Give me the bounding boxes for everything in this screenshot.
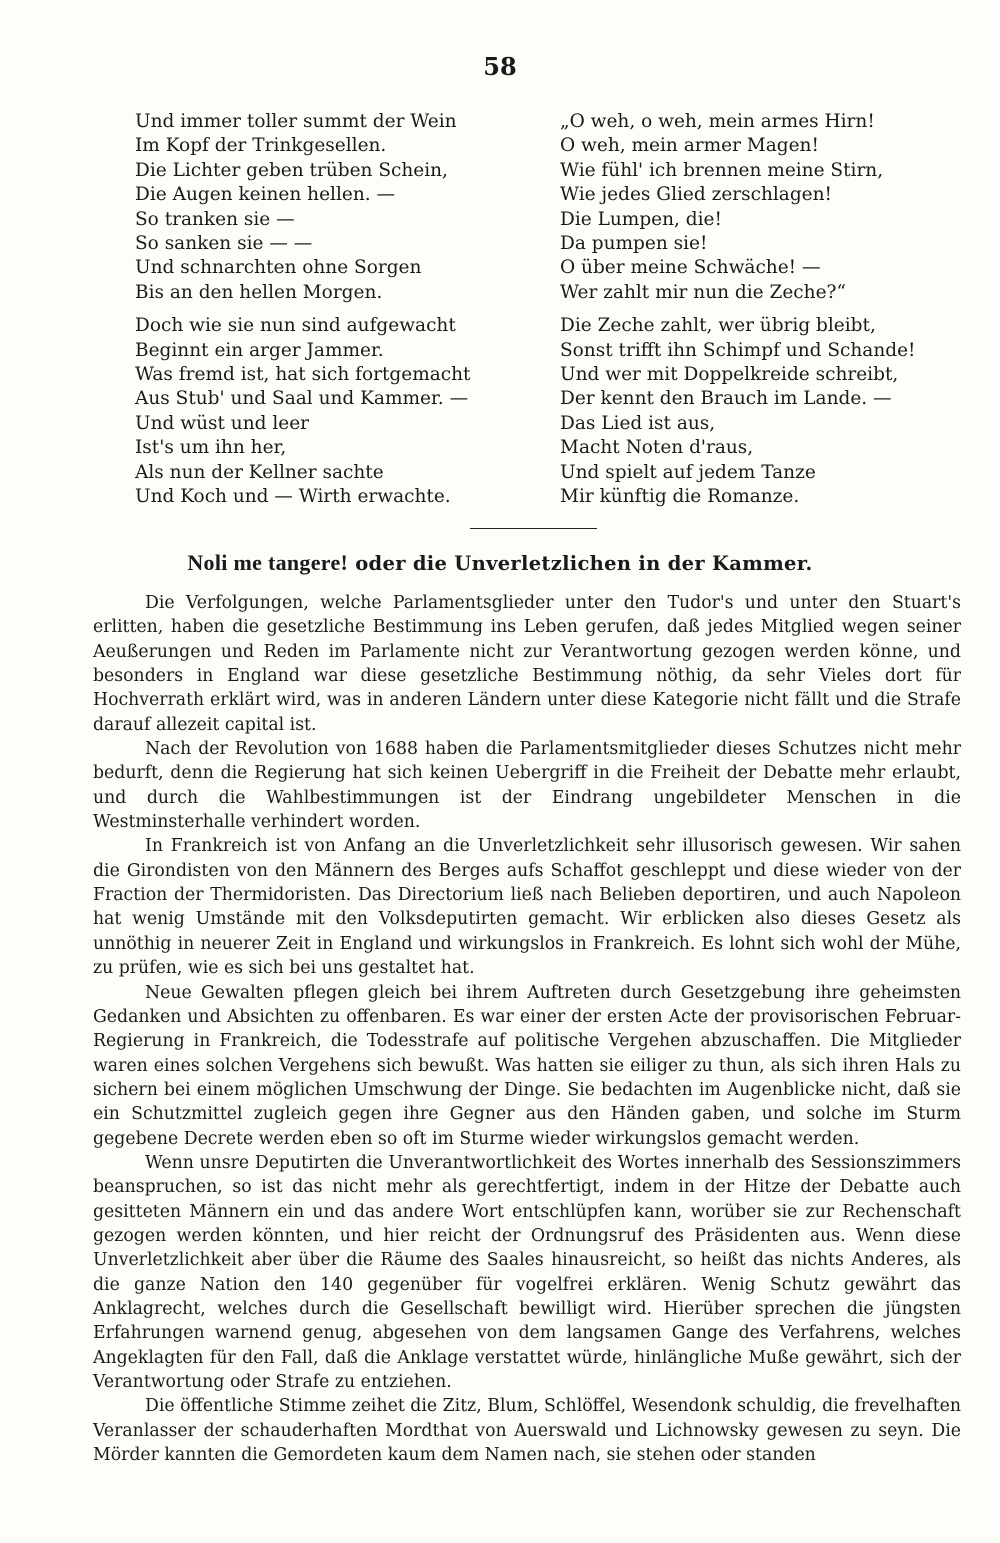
poem-line: Der kennt den Brauch im Lande. —: [560, 388, 892, 410]
poem-stanza: [560, 110, 970, 305]
article-paragraph: Nach der Revolution von 1688 haben die Parlamentsmitglieder dieses Schutzes nicht mehr bedurft, denn die Regierung hat sich keinen Uebergriff in die Freiheit der Debatte mehr erlaubt, und durch die Wahlbestimmungen ist der Eindrang ungebildeter Menschen in die Westminsterhalle verhindert worden.: [93, 739, 961, 833]
poem-line: Und wer mit Doppelkreide schreibt,: [560, 364, 899, 386]
poem-line: Sonst trifft ihn Schimpf und Schande!: [560, 339, 916, 361]
poem-stanza: [135, 110, 535, 305]
poem-line: Die Augen keinen hellen. —: [135, 184, 395, 206]
poem-line: Die Lichter geben trüben Schein,: [135, 159, 448, 181]
poem-stanza: [135, 314, 535, 509]
poem-line: Wer zahlt mir nun die Zeche?“: [560, 281, 846, 303]
poem-right-column: [560, 110, 970, 510]
poem-line: O über meine Schwäche! —: [560, 257, 821, 279]
poem-line: Ist's um ihn her,: [135, 437, 287, 459]
page-number: 58: [483, 52, 517, 81]
article-body: [93, 591, 961, 1467]
poem-left-column: [135, 110, 535, 510]
poem-line: Doch wie sie nun sind aufgewacht: [135, 315, 456, 337]
poem-line: Die Zeche zahlt, wer übrig bleibt,: [560, 315, 876, 337]
poem-line: Wie jedes Glied zerschlagen!: [560, 184, 832, 206]
poem-line: Wie fühl' ich brennen meine Stirn,: [560, 159, 884, 181]
poem-line: So tranken sie —: [135, 208, 295, 230]
poem-stanza: [560, 314, 970, 509]
article-paragraph: In Frankreich ist von Anfang an die Unverletzlichkeit sehr illusorisch gewesen. Wir sahen die Girondisten von den Männern des Berges aufs Schaffot geschleppt und diese wieder von der Fraction der Thermidoristen. Das Directorium ließ nach Belieben deportiren, und auch Napoleon hat wenig Umstände mit den Volksdeputirten gemacht. Wir erblicken also dieses Gesetz als unnöthig in neuerer Zeit in England und wirkungslos in Frankreich. Es lohnt sich wohl der Mühe, zu prüfen, wie es sich bei uns gestaltet hat.: [93, 836, 961, 979]
poem-line: Mir künftig die Romanze.: [560, 486, 800, 508]
poem-line: „O weh, o weh, mein armes Hirn!: [560, 111, 875, 132]
article-title: [0, 550, 1000, 576]
article-paragraph: Die öffentliche Stimme zeihet die Zitz, Blum, Schlöffel, Wesendonk schuldig, die frevelhaften Veranlasser der schauderhaften Mordthat von Auerswald und Lichnowsky gewesen zu seyn. Die Mörder kannten die Gemordeten kaum dem Namen nach, sie stehen oder standen: [93, 1396, 961, 1466]
section-divider: [470, 528, 597, 529]
poem-line: O weh, mein armer Magen!: [560, 135, 819, 157]
article-paragraph: Wenn unsre Deputirten die Unverantwortlichkeit des Wortes innerhalb des Sessionszimmers beanspruchen, so ist das nicht mehr als gerechtfertigt, indem in der Hitze der Debatte auch gesitteten Männern ein und das andere Wort entschlüpfen kann, worüber sie zur Rechenschaft gezogen werden könnten, und hier reicht der Ordnungsruf des Präsidenten aus. Wenn diese Unverletzlichkeit aber über die Räume des Saales hinausreicht, so heißt das nichts Anderes, als die ganze Nation den 140 gegenüber für vogelfrei erklären. Wenig Schutz gewährt das Anklagrecht, welches durch die Gesellschaft bewilligt wird. Hierüber sprechen die jüngsten Erfahrungen warnend genug, abgesehen von dem langsamen Gange des Verfahrens, welches Angeklagten für den Fall, daß die Anklage verstattet würde, hinlängliche Muße gewährt, sich der Verantwortung oder Strafe zu entziehen.: [93, 1152, 961, 1392]
poem-line: Bis an den hellen Morgen.: [135, 281, 383, 303]
article-paragraph: Neue Gewalten pflegen gleich bei ihrem Auftreten durch Gesetzgebung ihre geheimsten Gedanken und Absichten zu offenbaren. Es war einer der ersten Acte der provisorischen Februar-Regierung in Frankreich, die Todesstrafe auf politische Vergehen abzuschaffen. Die Mitglieder waren eines solchen Vergehens sich bewußt. Was hatten sie eiliger zu thun, als sich ihren Hals zu sichern bei einem möglichen Umschwung der Dinge. Sie bedachten im Augenblicke nicht, daß sie ein Schutzmittel zugleich gegen ihre Gegner aus den Händen gaben, und solche im Sturm gegebene Decrete werden eben so oft im Sturme wieder wirkungslos gemacht werden.: [93, 982, 961, 1149]
poem-line: So sanken sie — —: [135, 233, 313, 255]
poem-line: Und immer toller summt der Wein: [135, 111, 457, 132]
poem-line: Was fremd ist, hat sich fortgemacht: [135, 364, 471, 386]
poem-line: Das Lied ist aus,: [560, 412, 716, 434]
poem-line: Im Kopf der Trinkgesellen.: [135, 135, 387, 157]
poem-line: Und Koch und — Wirth erwachte.: [135, 486, 451, 508]
poem-line: Und spielt auf jedem Tanze: [560, 461, 816, 483]
poem-line: Beginnt ein arger Jammer.: [135, 339, 384, 361]
article-title-latin: Noli me tangere!: [187, 550, 349, 575]
article-title-rest: oder die Unverletzlichen in der Kammer.: [355, 552, 813, 575]
poem-line: Und wüst und leer: [135, 412, 309, 434]
poem-line: Aus Stub' und Saal und Kammer. —: [135, 388, 469, 410]
poem-line: Als nun der Kellner sachte: [135, 461, 384, 483]
poem-line: Da pumpen sie!: [560, 233, 708, 255]
poem-line: Macht Noten d'raus,: [560, 437, 754, 459]
article-paragraph: Die Verfolgungen, welche Parlamentsglieder unter den Tudor's und unter den Stuart's erlitten, haben die gesetzliche Bestimmung ins Leben gerufen, daß jedes Mitglied wegen seiner Aeußerungen und Reden im Parlamente nicht zur Verantwortung gezogen werden könne, und besonders in England war diese gesetzliche Bestimmung nöthig, da sehr Vieles dort für Hochverrath erklärt wird, was in anderen Ländern unter diese Kategorie nicht fällt und die Strafe darauf allezeit capital ist.: [93, 593, 961, 735]
poem-line: Die Lumpen, die!: [560, 208, 722, 230]
poem-line: Und schnarchten ohne Sorgen: [135, 257, 422, 279]
